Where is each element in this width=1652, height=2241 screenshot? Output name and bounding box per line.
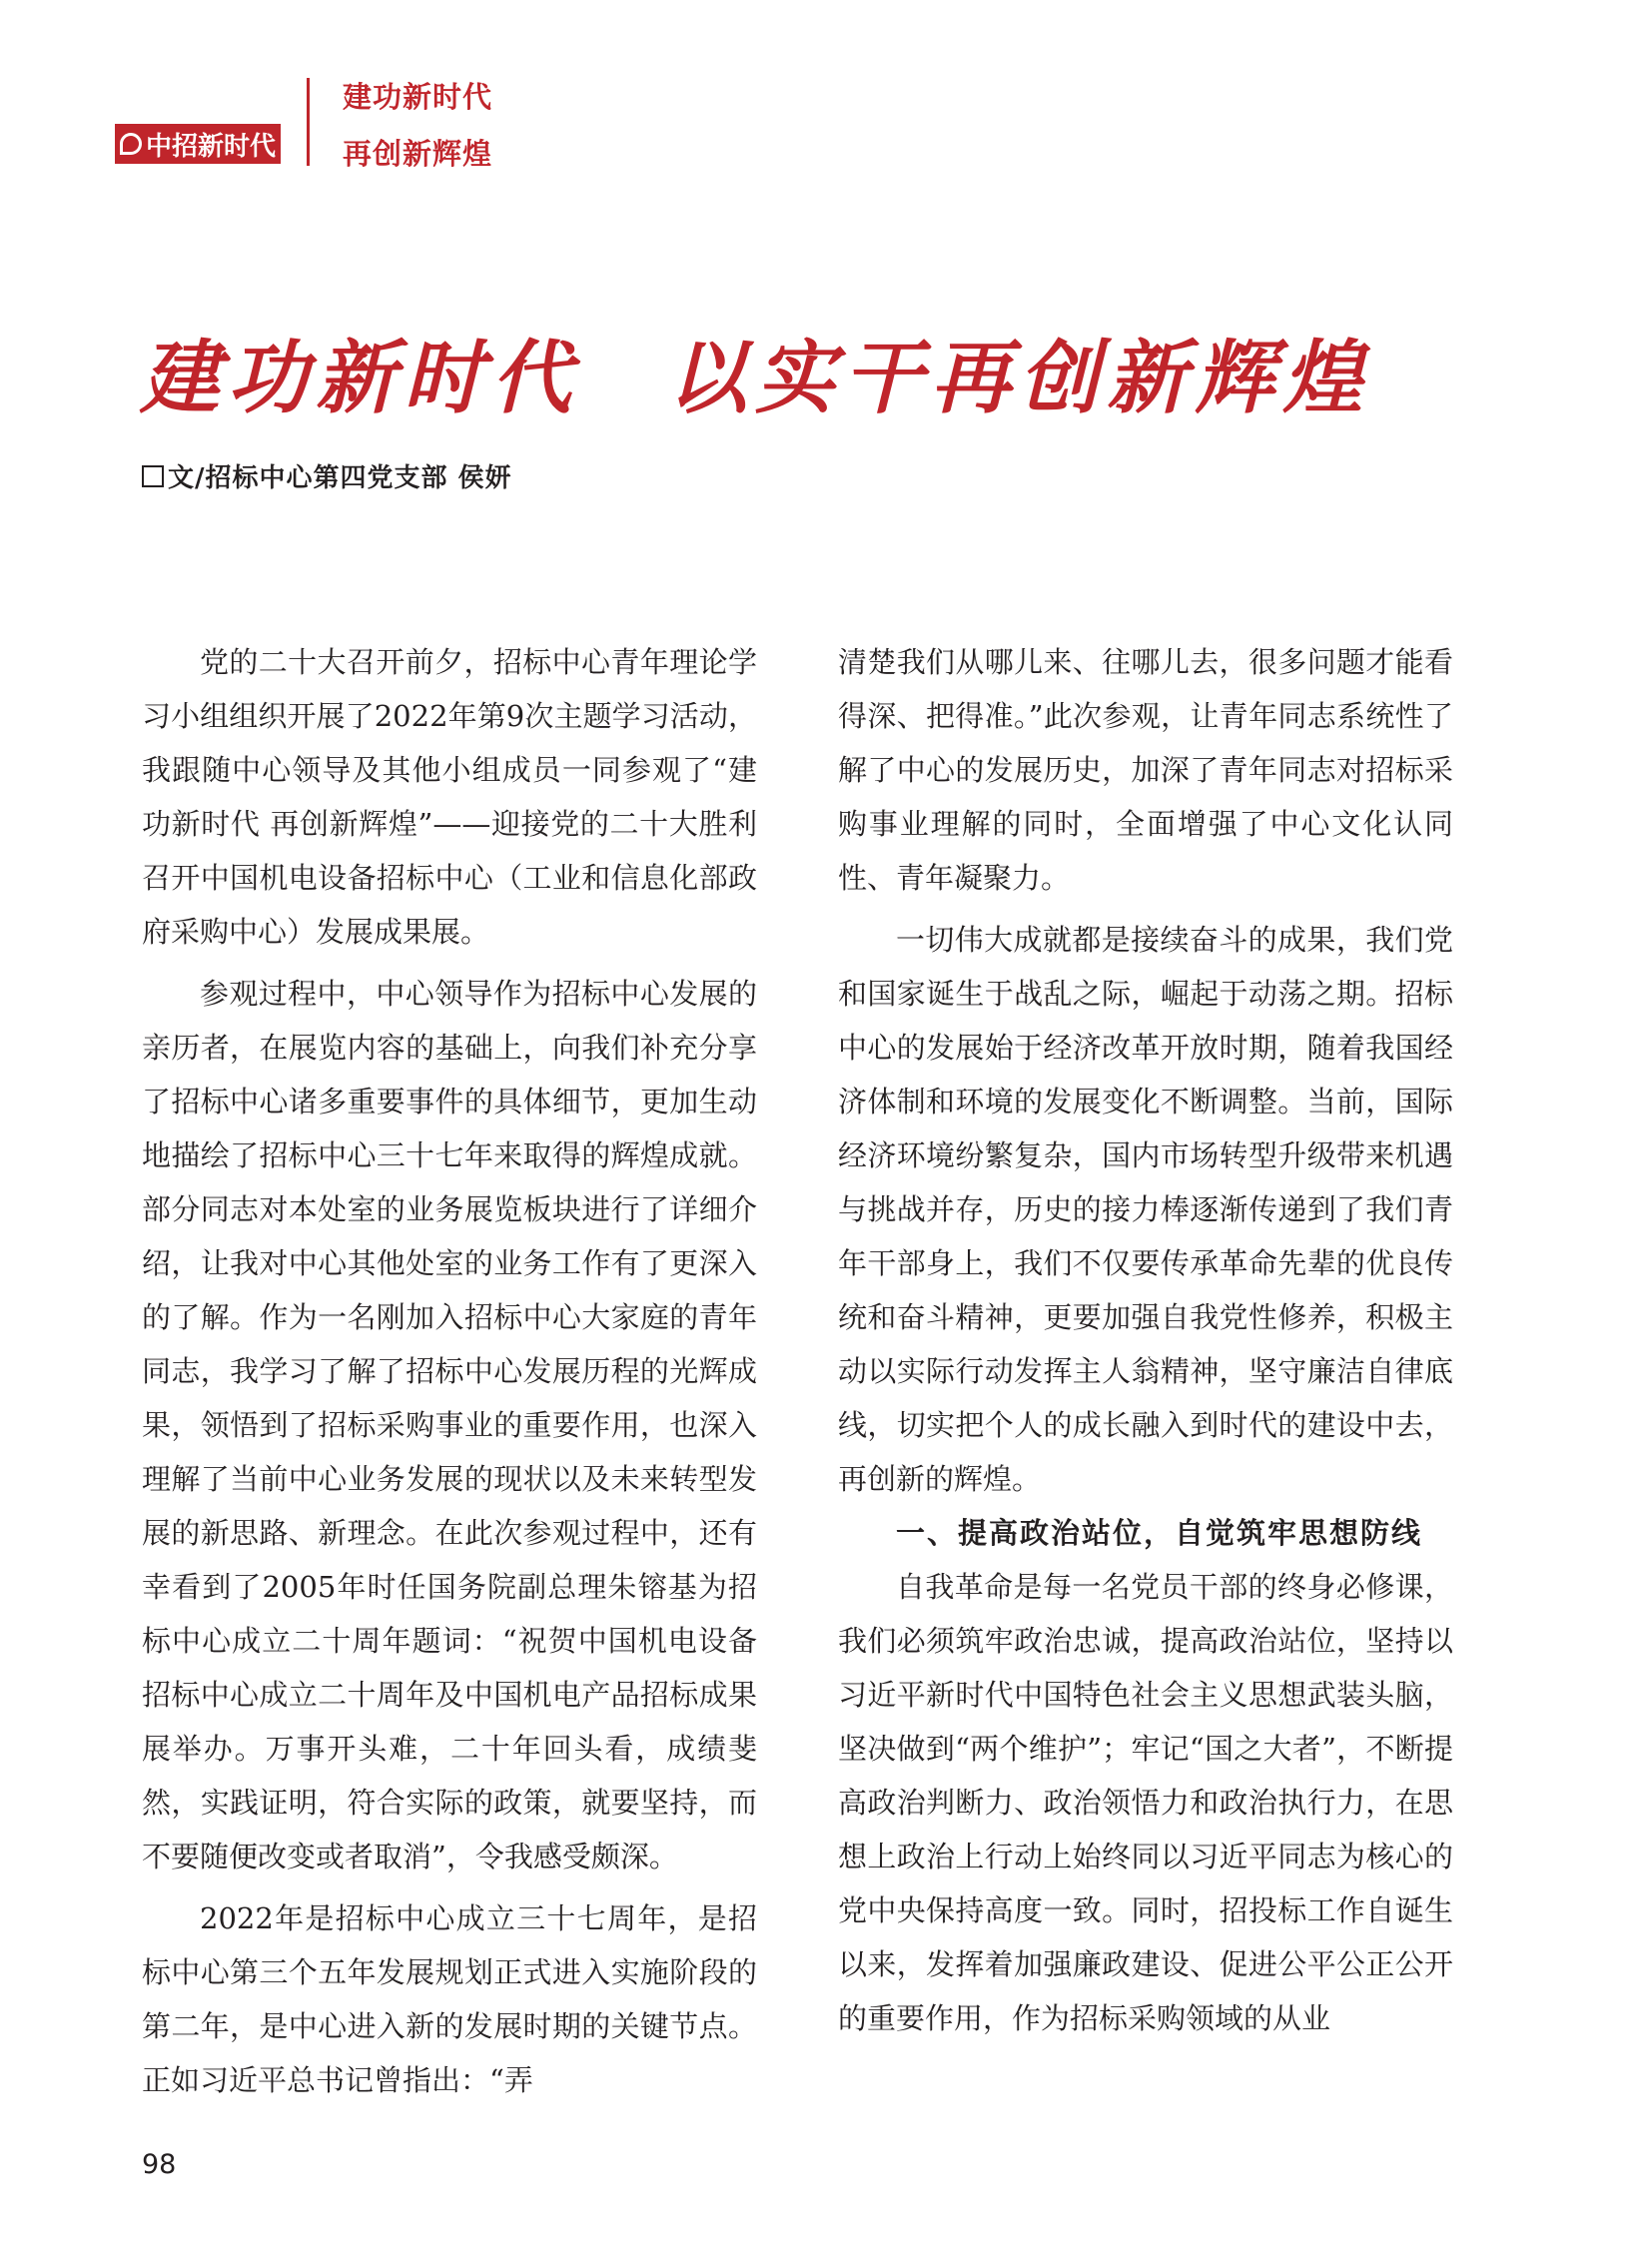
left-column <box>142 635 757 2107</box>
byline-box-icon <box>142 465 164 487</box>
paragraph: 党的二十大召开前夕，招标中心青年理论学习小组组织开展了2022年第9次主题学习活动，我跟随中心领导及其他小组成员一同参观了“建功新时代 再创新辉煌”——迎接党的二十大胜利召开中国机电设备招标中心（工业和信息化部政府采购中心）发展成果展。 <box>142 645 757 949</box>
article-title: 建功新时代 以实干再创新辉煌 <box>140 331 1370 424</box>
section-heading: 一、提高政治站位，自觉筑牢思想防线 <box>896 1516 1423 1550</box>
paragraph: 参观过程中，中心领导作为招标中心发展的亲历者，在展览内容的基础上，向我们补充分享了招标中心诸多重要事件的具体细节，更加生动地描绘了招标中心三十七年来取得的辉煌成就。部分同志对本处室的业务展览板块进行了详细介绍，让我对中心其他处室的业务工作有了更深入的了解。作为一名刚加入招标中心大家庭的青年同志，我学习了解了招标中心发展历程的光辉成果，领悟到了招标采购事业的重要作用，也深入理解了当前中心业务发展的现状以及未来转型发展的新思路、新理念。在此次参观过程中，还有幸看到了2005年时任国务院副总理朱镕基为招标中心成立二十周年题词：“祝贺中国机电设备招标中心成立二十周年及中国机电产品招标成果展举办。万事开头难，二十年回头看，成绩斐然，实践证明，符合实际的政策，就要坚持，而不要随便改变或者取消”，令我感受颇深。 <box>142 977 757 1873</box>
right-column <box>838 635 1453 2045</box>
paragraph: 2022年是招标中心成立三十七周年，是招标中心第三个五年发展规划正式进入实施阶段的第二年，是中心进入新的发展时期的关键节点。正如习近平总书记曾指出：“弄 <box>142 1901 757 2097</box>
section-header-line-2: 再创新辉煌 <box>343 137 493 171</box>
publication-logo-badge <box>115 124 281 164</box>
header-divider <box>307 78 310 166</box>
paragraph: 自我革命是每一名党员干部的终身必修课，我们必须筑牢政治忠诚，提高政治站位，坚持以习近平新时代中国特色社会主义思想武装头脑，坚决做到“两个维护”；牢记“国之大者”，不断提高政治判断力、政治领悟力和政治执行力，在思想上政治上行动上始终同以习近平同志为核心的党中央保持高度一致。同时，招投标工作自诞生以来，发挥着加强廉政建设、促进公平公正公开的重要作用，作为招标采购领域的从业 <box>838 1570 1453 2035</box>
logo-mark-icon <box>120 133 142 155</box>
page-number: 98 <box>142 2149 177 2180</box>
section-header-line-1: 建功新时代 <box>343 80 493 114</box>
byline-text: 文/招标中心第四党支部 侯妍 <box>168 463 512 493</box>
paragraph: 清楚我们从哪儿来、往哪儿去，很多问题才能看得深、把得准。”此次参观，让青年同志系统性了解了中心的发展历史，加深了青年同志对招标采购事业理解的同时，全面增强了中心文化认同性、青年凝聚力。 <box>838 645 1453 895</box>
byline <box>142 457 512 494</box>
paragraph: 一切伟大成就都是接续奋斗的成果，我们党和国家诞生于战乱之际，崛起于动荡之期。招标中心的发展始于经济改革开放时期，随着我国经济体制和环境的发展变化不断调整。当前，国际经济环境纷繁复杂，国内市场转型升级带来机遇与挑战并存，历史的接力棒逐渐传递到了我们青年干部身上，我们不仅要传承革命先辈的优良传统和奋斗精神，更要加强自我党性修养，积极主动以实际行动发挥主人翁精神，坚守廉洁自律底线，切实把个人的成长融入到时代的建设中去，再创新的辉煌。 <box>838 923 1453 1496</box>
publication-logo-text: 中招新时代 <box>145 131 276 162</box>
